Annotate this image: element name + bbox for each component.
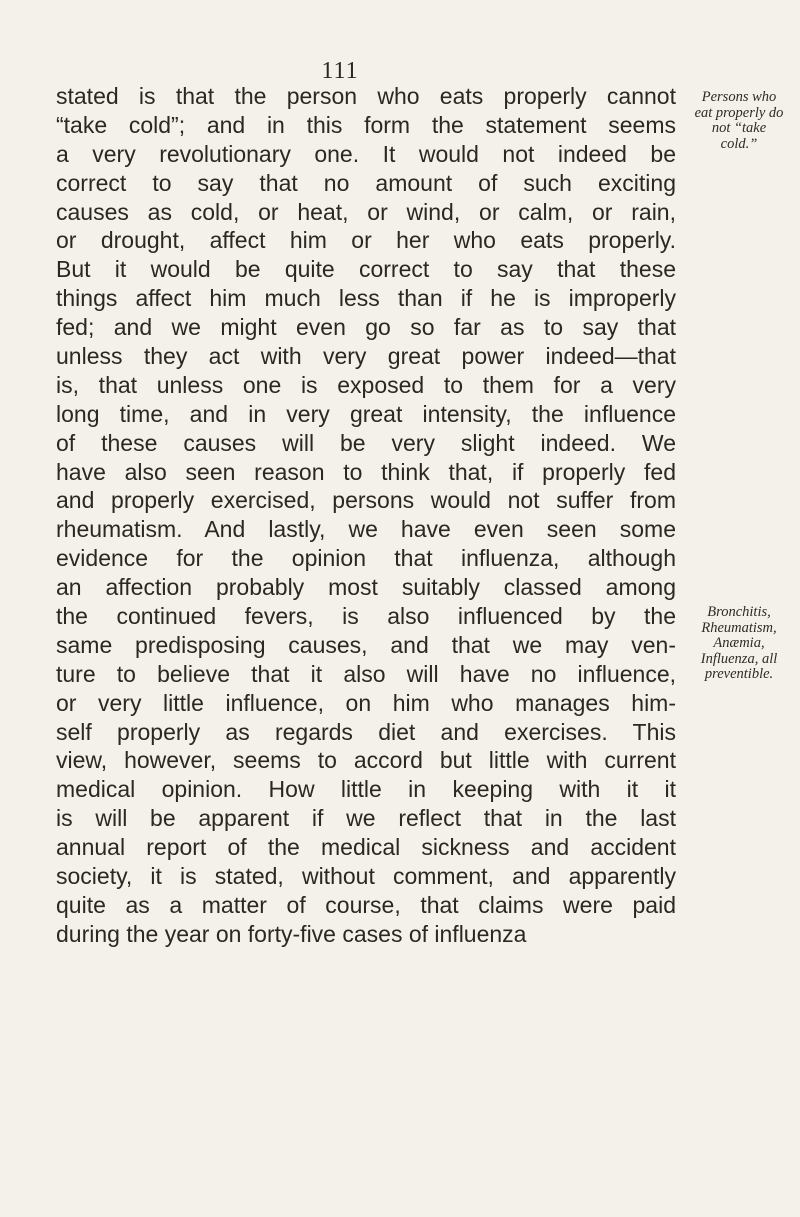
text-line: or very little influence, on him who manages him- bbox=[56, 689, 676, 716]
text-line: causes as cold, or heat, or wind, or calm, or rain, bbox=[56, 198, 676, 225]
text-line: or drought, affect him or her who eats properly. bbox=[56, 227, 676, 254]
margin-note-line: Influenza, all bbox=[700, 650, 778, 667]
text-line: the continued fevers, is also influenced by the bbox=[56, 603, 676, 630]
text-line: and properly exercised, persons would not suffer from bbox=[56, 487, 676, 514]
margin-note-line: Anæmia, bbox=[713, 635, 765, 651]
text-line: stated is that the person who eats properly cannot bbox=[56, 83, 676, 109]
text-line: same predisposing causes, and that we may ven- bbox=[56, 631, 676, 658]
text-line: rheumatism. And lastly, we have even seen some bbox=[56, 516, 676, 543]
text-line: society, it is stated, without comment, and apparently bbox=[56, 863, 676, 890]
text-line: self properly as regards diet and exercises. This bbox=[56, 718, 676, 745]
text-line: a very revolutionary one. It would not indeed be bbox=[56, 140, 676, 167]
margin-note-preventible-diseases bbox=[680, 605, 798, 683]
text-line: “take cold”; and in this form the statement seems bbox=[56, 111, 676, 138]
page-number: 111 bbox=[321, 58, 359, 84]
margin-note-line: Rheumatism, bbox=[701, 619, 777, 636]
text-line: medical opinion. How little in keeping with it it bbox=[56, 776, 676, 803]
text-line: annual report of the medical sickness and accident bbox=[56, 834, 676, 861]
body-text bbox=[56, 82, 676, 949]
text-line: of these causes will be very slight indeed. We bbox=[56, 429, 676, 456]
text-line: long time, and in very great intensity, the influence bbox=[56, 400, 676, 427]
margin-note-line: not “take bbox=[711, 120, 767, 136]
margin-note-line: eat properly do bbox=[694, 104, 784, 121]
text-line: during the year on forty-five cases of influenza bbox=[56, 920, 527, 947]
margin-note-line: Bronchitis, bbox=[707, 604, 771, 620]
text-line: is will be apparent if we reflect that in the last bbox=[56, 805, 676, 832]
margin-note-line: cold.” bbox=[720, 135, 758, 152]
text-line: have also seen reason to think that, if properly fed bbox=[56, 458, 676, 485]
margin-note-line: preventible. bbox=[704, 666, 774, 682]
text-line: an affection probably most suitably classed among bbox=[56, 574, 676, 601]
text-line: quite as a matter of course, that claims were paid bbox=[56, 891, 676, 918]
text-line: view, however, seems to accord but little with current bbox=[56, 747, 676, 774]
text-line: is, that unless one is exposed to them for a very bbox=[56, 371, 676, 398]
text-line: correct to say that no amount of such exciting bbox=[56, 169, 676, 196]
text-line: evidence for the opinion that influenza, although bbox=[56, 545, 676, 572]
text-line: fed; and we might even go so far as to say that bbox=[56, 314, 676, 341]
text-line: unless they act with very great power indeed—that bbox=[56, 343, 676, 370]
text-line: things affect him much less than if he is improperly bbox=[56, 285, 676, 312]
text-line: ture to believe that it also will have no influence, bbox=[56, 660, 676, 687]
margin-note-line: Persons who bbox=[701, 89, 777, 105]
margin-note-persons-who-eat-properly bbox=[680, 90, 798, 152]
text-line: But it would be quite correct to say that these bbox=[56, 256, 676, 283]
